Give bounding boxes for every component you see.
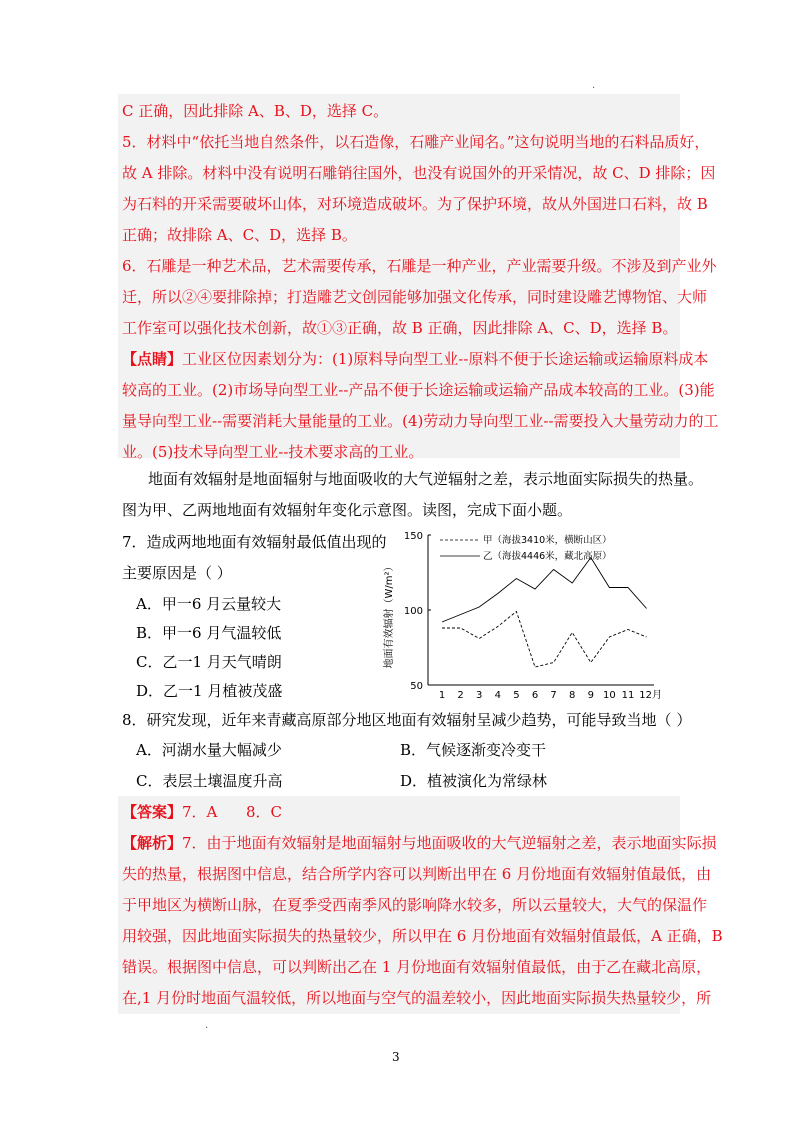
tip-line: 业。(5)技术导向型工业--技术要求高的工业。 [122,443,424,461]
q7-option-c: C．乙一1 月天气晴朗 [136,653,282,671]
q8-stem: 8．研究发现，近年来青藏高原部分地区地面有效辐射呈减少趋势，可能导致当地（ ） [122,711,692,729]
y-ticks [404,531,431,692]
analysis-2-line: 错误。根据图中信息，可以判断出乙在 1 月份地面有效辐射值最低，由于乙在藏北高原， [122,958,712,976]
tip-line [122,344,709,375]
x-tick-label: 9 [587,690,594,701]
intro-line-1: 地面有效辐射是地面辐射与地面吸收的大气逆辐射之差，表示地面实际损失的热量。 [148,470,704,488]
series-group [442,558,647,668]
y-tick-label: 100 [403,606,423,617]
x-tick-label: 1 [438,690,446,701]
q7-stem-2: 主要原因是（ ） [122,564,232,582]
analysis-2-line [122,828,717,859]
x-tick-label: 11 [621,690,635,701]
q7-option-b: B．甲一6 月气温较低 [136,624,282,642]
x-tick-label: 8 [569,690,576,701]
analysis-line: C 正确，因此排除 A、B、D，选择 C。 [122,102,389,120]
answer-analysis-block [122,797,723,1014]
q7-option-d: D．乙一1 月植被茂盛 [136,682,283,700]
y-tick-label: 150 [403,531,423,542]
top-dot: . [592,80,596,91]
q8-option-b: B．气候逐渐变冷变干 [400,741,547,759]
q8-option-c: C．表层土壤温度升高 [136,772,283,790]
series-line-jia [442,612,647,668]
q8-option-a: A．河湖水量大幅减少 [136,741,282,759]
analysis-2-tag: 【解析】 [122,834,183,852]
x-tick-label: 4 [494,690,501,701]
analysis-line: 5．材料中“依托当地自然条件，以石造像，石雕产业闻名。”这句说明当地的石料品质好， [122,133,710,151]
analysis-line: 正确；故排除 A、C、D，选择 B。 [122,226,357,244]
series-line-yi [442,558,647,623]
answer-text: 7．A 8．C [182,803,283,821]
analysis-line: 为石料的开采需要破坏山体，对环境造成破坏。为了保护环境，故从外国进口石料，故 B [122,195,708,213]
legend [440,534,612,562]
q7-option-a: A．甲一6 月云量较大 [136,595,282,613]
bottom-dot: . [205,1020,209,1031]
analysis-2-text: 7．由于地面有效辐射是地面辐射与地面吸收的大气逆辐射之差，表示地面实际损 [182,834,717,852]
tip-line: 量导向型工业--需要消耗大量能量的工业。(4)劳动力导向型工业--需要投入大量劳动力的工 [122,412,719,430]
x-tick-label: 6 [531,690,539,701]
x-tick-label: 12月 [639,690,662,701]
tip-line: 较高的工业。(2)市场导向型工业--产品不便于长途运输或运输产品成本较高的工业。(3)能 [122,381,715,399]
legend-yi-label: 乙（海拔4446米，藏北高原） [483,551,612,562]
q7-stem-1: 7．造成两地地面有效辐射最低值出现的 [122,533,387,551]
analysis-line: 工作室可以强化技术创新，故①③正确，故 B 正确，因此排除 A、C、D，选择 B。 [122,319,678,337]
intro-line-2: 图为甲、乙两地地面有效辐射年变化示意图。读图，完成下面小题。 [122,501,573,519]
legend-jia-label: 甲（海拔3410米，横断山区） [483,535,612,546]
answer-line [122,797,678,828]
analysis-2-line: 在,1 月份时地面气温较低，所以地面与空气的温差较小，因此地面实际损失热量较少，所 [122,989,712,1007]
y-axis-label: 地面有效辐射（W/m²） [384,561,395,669]
x-ticks [439,689,662,701]
analysis-2-line: 用较强，因此地面实际损失的热量较少，所以甲在 6 月份地面有效辐射值最低，A 正确，B [122,927,723,945]
analysis-2-line: 于甲地区为横断山脉，在夏季受西南季风的影响降水较多，所以云量较大，大气的保温作 [122,896,708,914]
analysis-2-line: 失的热量，根据图中信息，结合所学内容可以判断出甲在 6 月份地面有效辐射值最低，由 [122,865,712,883]
tip-text: 工业区位因素划分为：(1)原料导向型工业--原料不便于长途运输或运输原料成本 [182,350,709,368]
x-tick-label: 3 [476,690,483,701]
radiation-chart [380,525,680,705]
x-tick-label: 5 [513,690,520,701]
analysis-line: 6．石雕是一种艺术品，艺术需要传承，石雕是一种产业，产业需要升级。不涉及到产业外 [122,257,717,275]
x-tick-label: 2 [457,690,464,701]
x-tick-label: 10 [603,690,616,701]
analysis-block-1 [122,96,719,468]
y-tick-label: 50 [410,681,423,692]
tip-tag: 【点睛】 [122,350,183,368]
analysis-line: 故 A 排除。材料中没有说明石雕销往国外，也没有说国外的开采情况，故 C、D 排除；因 [122,164,716,182]
analysis-line: 迁，所以②④要排除掉；打造雕艺文创园能够加强文化传承，同时建设雕艺博物馆、大师 [122,288,708,306]
answer-tag: 【答案】 [122,803,183,821]
page-number: 3 [392,1050,400,1064]
x-tick-label: 7 [550,690,557,701]
q8-option-d: D．植被演化为常绿林 [400,772,548,790]
